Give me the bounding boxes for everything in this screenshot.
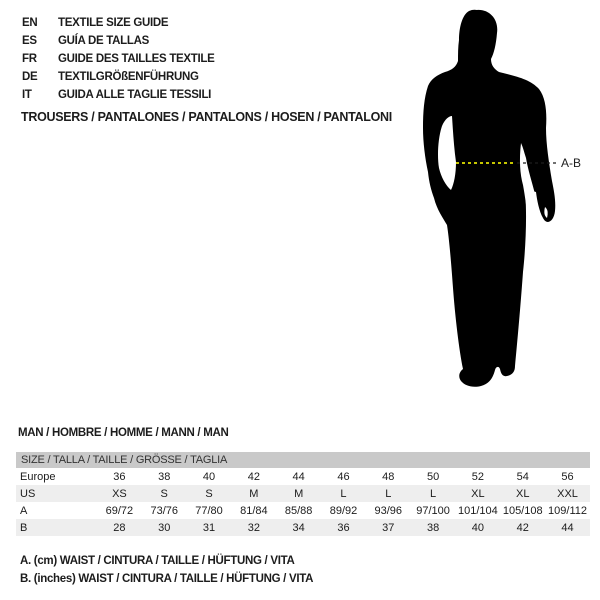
- size-cell: 30: [158, 521, 171, 534]
- size-cell: 105/108: [502, 504, 543, 517]
- size-cell: M: [249, 487, 259, 500]
- language-row: [22, 86, 215, 104]
- size-cell: 52: [471, 470, 485, 483]
- size-cell: 44: [561, 521, 574, 534]
- size-cell: 28: [113, 521, 126, 534]
- size-cell: 36: [113, 470, 126, 483]
- measure-ab-label: A-B: [561, 156, 582, 170]
- size-cell: 40: [202, 470, 216, 483]
- size-row-label: B: [20, 521, 28, 534]
- size-row-label: US: [20, 487, 36, 500]
- language-label: TEXTILGRÖßENFÜHRUNG: [58, 71, 199, 83]
- size-cell: S: [160, 487, 168, 500]
- size-cell: 38: [426, 521, 440, 534]
- size-table-row: [16, 468, 590, 485]
- footnote-cm: A. (cm) WAIST / CINTURA / TAILLE / HÜFTUNG / VITA: [20, 555, 295, 567]
- size-table-row: [16, 502, 590, 519]
- size-cell: XXL: [557, 487, 578, 500]
- size-cell: 46: [337, 470, 350, 483]
- language-row: [22, 14, 215, 32]
- size-cell: 32: [247, 521, 260, 534]
- language-row: [22, 50, 215, 68]
- size-table-row: [16, 485, 590, 502]
- size-row-label: Europe: [20, 470, 56, 483]
- size-cell: 56: [561, 470, 574, 483]
- gender-heading: MAN / HOMBRE / HOMME / MANN / MAN: [18, 427, 229, 439]
- size-cell: XL: [515, 487, 530, 500]
- size-cell: 31: [202, 521, 216, 534]
- language-list: [22, 14, 215, 104]
- size-cell: 54: [516, 470, 529, 483]
- size-cell: 42: [516, 521, 529, 534]
- size-cell: 40: [471, 521, 485, 534]
- size-cell: 101/104: [458, 504, 498, 517]
- language-row: [22, 32, 215, 50]
- footnotes: [20, 553, 313, 588]
- size-cell: 44: [292, 470, 305, 483]
- size-table-row: [16, 519, 590, 536]
- size-cell: XL: [471, 487, 485, 500]
- size-cell: 97/100: [416, 504, 450, 517]
- language-code: FR: [22, 53, 37, 65]
- size-table: [16, 452, 590, 536]
- language-row: [22, 68, 215, 86]
- language-label: GUÍA DE TALLAS: [58, 35, 149, 47]
- size-row-label: A: [20, 504, 28, 517]
- size-cell: 81/84: [240, 504, 268, 517]
- size-cell: 85/88: [284, 504, 313, 517]
- size-cell: 69/72: [105, 504, 134, 517]
- size-cell: L: [430, 487, 437, 500]
- garment-title: TROUSERS / PANTALONES / PANTALONS / HOSEN / PANTALONI: [21, 110, 392, 124]
- size-cell: 37: [382, 521, 395, 534]
- language-code: EN: [22, 17, 38, 29]
- size-cell: 89/92: [329, 504, 358, 517]
- size-cell: 42: [247, 470, 260, 483]
- language-label: GUIDA ALLE TAGLIE TESSILI: [58, 89, 212, 101]
- language-code: DE: [22, 71, 38, 83]
- size-cell: M: [294, 487, 304, 500]
- size-cell: L: [340, 487, 347, 500]
- size-table-header: SIZE / TALLA / TAILLE / GRÖSSE / TAGLIA: [16, 452, 590, 468]
- size-cell: 109/112: [548, 504, 587, 517]
- footnote-inches: B. (inches) WAIST / CINTURA / TAILLE / HÜFTUNG / VITA: [20, 572, 314, 585]
- language-code: ES: [22, 35, 37, 47]
- size-cell: 73/76: [150, 504, 178, 517]
- size-cell: 48: [382, 470, 395, 483]
- language-label: TEXTILE SIZE GUIDE: [58, 17, 169, 29]
- size-cell: 93/96: [374, 504, 403, 517]
- size-cell: XS: [112, 487, 127, 500]
- size-cell: 38: [158, 470, 171, 483]
- size-cell: 36: [337, 521, 350, 534]
- size-table-body: [16, 468, 590, 536]
- language-label: GUIDE DES TAILLES TEXTILE: [58, 53, 215, 65]
- size-cell: L: [385, 487, 392, 500]
- size-cell: 34: [292, 521, 305, 534]
- man-silhouette-figure: [395, 0, 600, 430]
- size-cell: 50: [426, 470, 440, 483]
- size-cell: S: [205, 487, 213, 500]
- size-cell: 77/80: [195, 504, 223, 517]
- language-code: IT: [22, 89, 32, 101]
